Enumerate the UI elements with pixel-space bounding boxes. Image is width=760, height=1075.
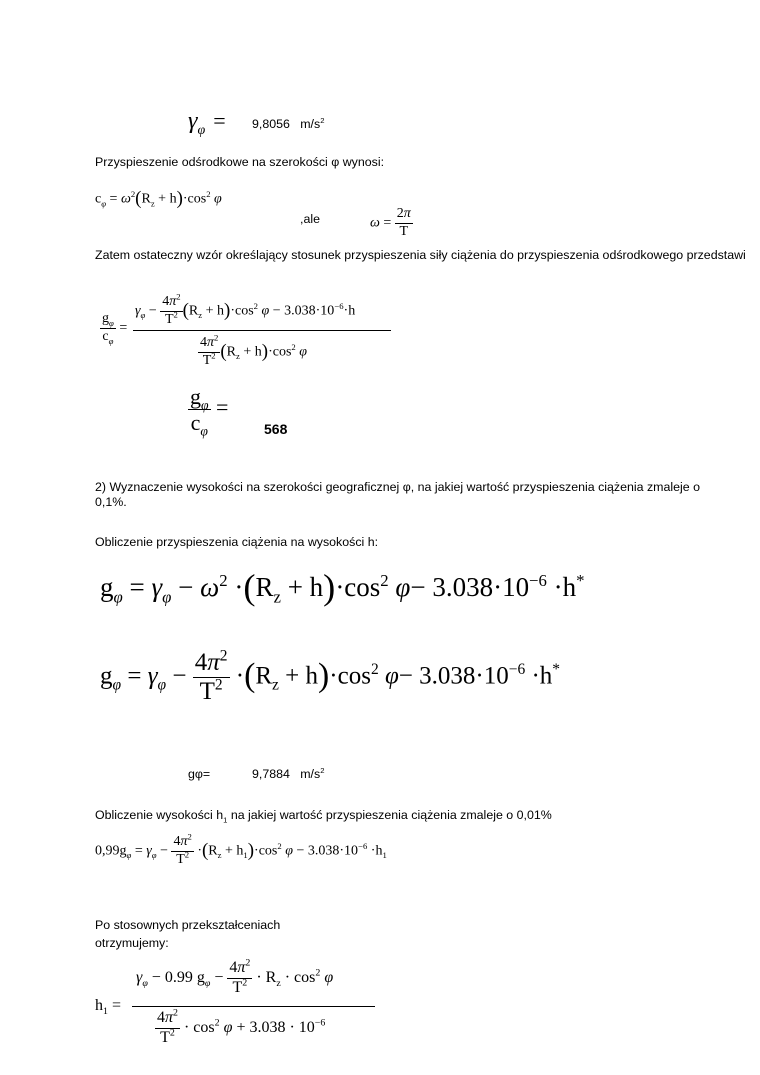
ratio-denominator: $\frac{4\pi^2}{T^2}$ $(R_z + h)\cdot\cos^2$ φ — [200, 332, 307, 368]
h1-lhs: $h_1$ = — [95, 997, 121, 1018]
paragraph-obliczenie-h1: Obliczenie wysokości $h_1$ na jakiej wartość przyspieszenia ciążenia zmaleje o 0,01% — [95, 808, 552, 825]
ratio-main-fraction-bar — [133, 330, 391, 331]
h1-numerator: $\gamma_\varphi - 0.99$ $g_\varphi$ − $\frac{4\pi^2}{T^2}$ · $R_z \cdot \cos^2 \varphi$ — [136, 957, 334, 996]
gravity-height-equation-1: $g_\varphi = \gamma_\varphi - \omega^2 \cdot(R_z + h)\cdot\cos^2$ $\varphi- 3.038\cdot 10^{-6} \cdot h^*$ — [100, 567, 585, 607]
h1-fraction-bar — [132, 1006, 375, 1007]
paragraph-wyznaczenie: 2) Wyznaczenie wysokości na szerokości geograficznej φ, na jakiej wartość przyspieszenia ciążenia zmaleje o 0,1%. — [95, 480, 701, 509]
g-value-label: gφ= — [188, 767, 211, 781]
ratio-lhs: $\frac{g_\varphi}{c_\varphi}$ = — [102, 311, 128, 346]
paragraph-po-stosownych-1: Po stosownych przekształceniach — [95, 918, 281, 932]
gamma-value: 9,8056 $m/s^2$ — [252, 115, 325, 131]
gamma-equation: γφ = — [188, 108, 226, 138]
paragraph-po-stosownych-2: otrzymujemy: — [95, 936, 169, 950]
gravity-height-equation-2: $g_\varphi = \gamma_\varphi$ − $\frac{4\pi^2}{T^2}$ $\cdot(R_z + h)\cdot\cos^2$ $\varphi- 3.038\cdot 10^{-6} \cdot h^*$ — [100, 647, 561, 706]
label-ale: ,ale — [300, 212, 320, 226]
omega-equation: ω = $\frac{2\pi}{T}$ — [370, 206, 411, 239]
paragraph-zatem: Zatem ostateczny wzór określający stosunek przyspieszenia siły ciążenia do przyspieszenia odśrodkowego przedstawi — [95, 248, 746, 262]
h1-denominator: $\frac{4\pi^2}{T^2}$ · $\cos^2 \varphi + 3.038 \cdot 10^{-6}$ — [157, 1007, 326, 1046]
ratio-result-equation: $\frac{g_\varphi}{c_\varphi}$ = — [190, 384, 229, 439]
centrifugal-equation: $c_\varphi = \omega^2(R_z + h)\cdot\cos^2$ φ — [95, 188, 222, 209]
paragraph-odsrodkowe: Przyspieszenie odśrodkowe na szerokości φ wynosi: — [95, 155, 385, 169]
g-value: 9,7884 $m/s^2$ — [252, 765, 325, 781]
ratio-numerator: $\gamma_\varphi$ − $\frac{4\pi^2}{T^2}$ $(R_z + h)\cdot\cos^2$ $\varphi - 3.038\cdot 10^{-6}\cdot h$ — [135, 291, 356, 327]
h1-condition-equation: $0,99g_\varphi = \gamma_\varphi$ − $\frac{4\pi^2}{T^2}$ $\cdot(R_z + h_1)\cdot\cos^2$ $\varphi - 3.038\cdot 10^{-6} \cdot h_1$ — [95, 831, 387, 867]
paragraph-obliczenie: Obliczenie przyspieszenia ciążenia na wysokości h: — [95, 535, 379, 549]
ratio-result-value: 568 — [264, 421, 288, 437]
